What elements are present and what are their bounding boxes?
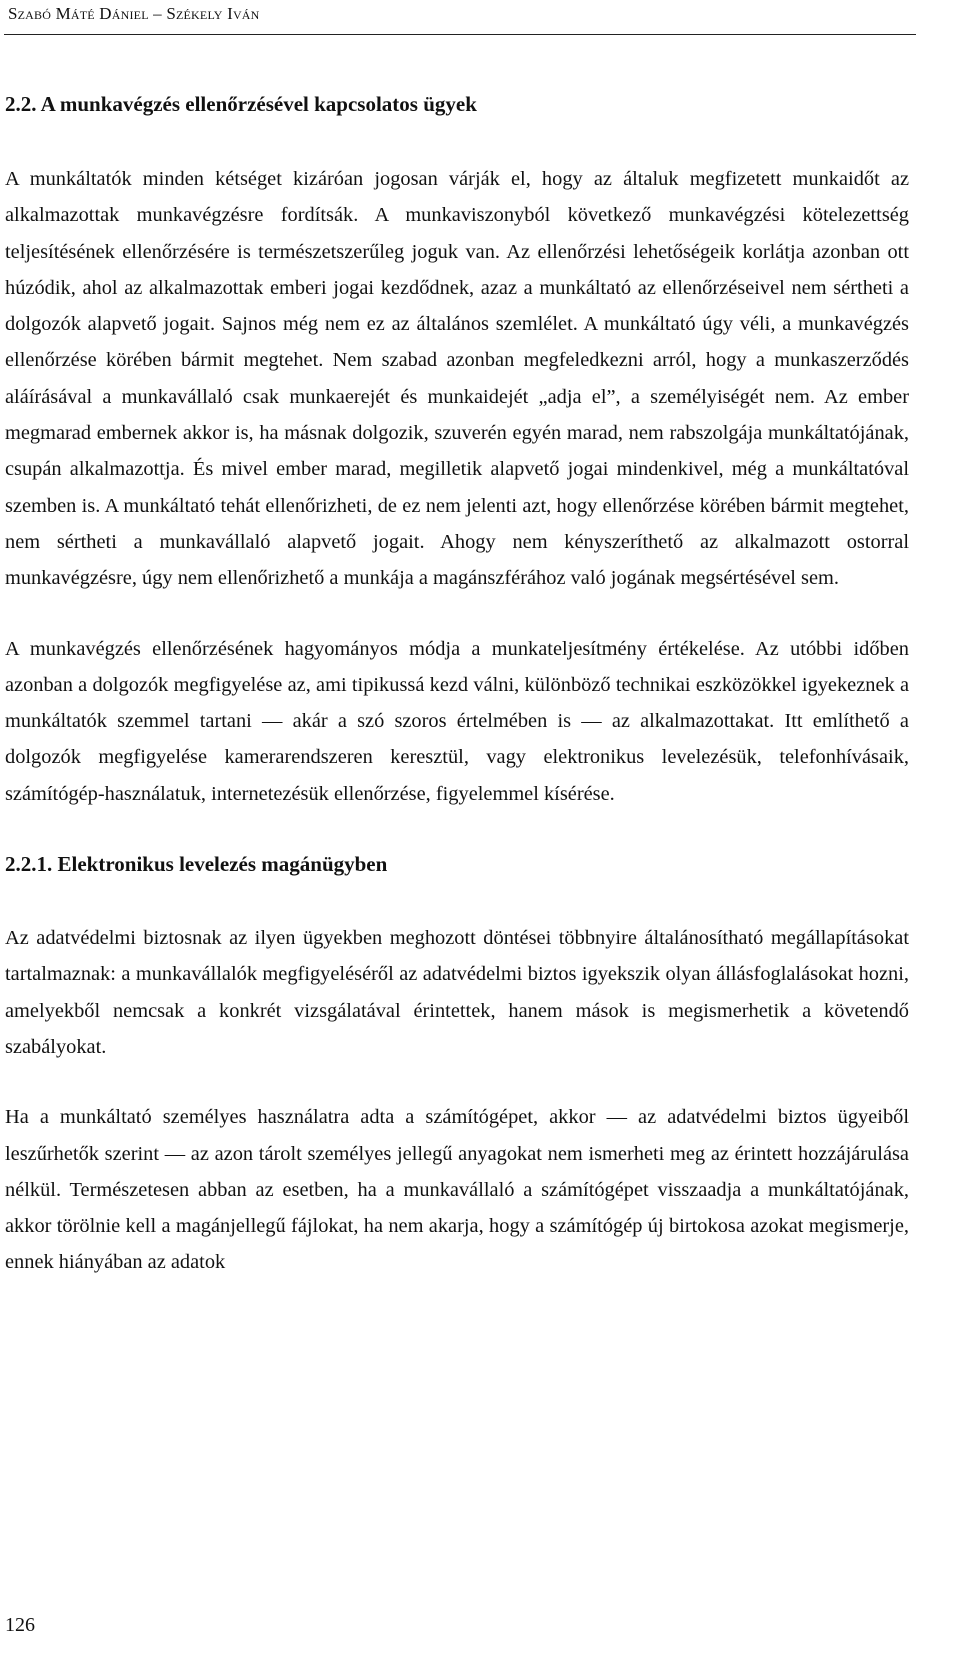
- body-paragraph: A munkáltatók minden kétséget kizáróan jogosan várják el, hogy az általuk megfizetett munkaidőt az alkalmazottak munkavégzésre fordítsák. A munkaviszonyból következő munkavégzési kötelezettség teljesítésének ellenőrzésére is természetszerűleg joguk van. Az ellenőrzési lehetőségeik korlátja azonban ott húzódik, ahol az alkalmazottak emberi jogai kezdődnek, azaz a munkáltató az ellenőrzéseivel nem sértheti a dolgozók alapvető jogait. Sajnos még nem ez az általános szemlélet. A munkáltató úgy véli, a munkavégzés ellenőrzése körében bármit megtehet. Nem szabad azonban megfeledkezni arról, hogy a munkaszerződés aláírásával a munkavállaló csak munkaerejét és munkaidejét „adja el”, a személyiségét nem. Az ember megmarad embernek akkor is, ha másnak dolgozik, szuverén egyén marad, nem rabszolgája munkáltatójának, csupán alkalmazottja. És mivel ember marad, megilletik alapvető jogai mindenkivel, még a munkáltatóval szemben is. A munkáltató tehát ellenőrizheti, de ez nem jelenti azt, hogy ellenőrzése körében bármit megtehet, nem sértheti a munkavállaló alapvető jogait. Ahogy nem kényszeríthető az alkalmazott ostorral munkavégzésre, úgy nem ellenőrizhető a munkája a magánszférához való jogának megsértésével sem.: [5, 168, 909, 590]
- body-paragraph: Az adatvédelmi biztosnak az ilyen ügyekben meghozott döntései többnyire általánosítható megállapításokat tartalmaznak: a munkavállalók megfigyeléséről az adatvédelmi biztos igyekszik olyan állásfoglalásokat hozni, amelyekből nemcsak a konkrét vizsgálatával érintettek, hanem mások is megismerhetik a követendő szabályokat.: [5, 927, 909, 1058]
- running-head: Szabó Máté Dániel – Székely Iván: [8, 4, 260, 23]
- section-heading: 2.2. A munkavégzés ellenőrzésével kapcsolatos ügyek: [5, 92, 477, 116]
- text-column: [5, 86, 909, 1281]
- subsection-heading: 2.2.1. Elektronikus levelezés magánügyben: [5, 852, 388, 877]
- body-paragraph: Ha a munkáltató személyes használatra adta a számítógépet, akkor — az adatvédelmi biztos ügyeiből leszűrhetők szerint — az azon tárolt személyes jellegű anyagokat nem ismerheti meg az érintett hozzájárulása nélkül. Természetesen abban az esetben, ha a munkavállaló a számítógépet visszaadja a munkáltatójának, akkor törölnie kell a magánjellegű fájlokat, ha nem akarja, hogy a számítógép új birtokosa azokat megismerje, ennek hiányában az adatok: [5, 1106, 909, 1274]
- header-divider: [4, 34, 916, 35]
- body-paragraph: A munkavégzés ellenőrzésének hagyományos módja a munkateljesítmény értékelése. Az utóbbi időben azonban a dolgozók megfigyelése az, ami tipikussá kezd válni, különböző technikai eszközökkel igyekeznek a munkáltatók szemmel tartani — akár a szó szoros értelmében is — az alkalmazottakat. Itt említhető a dolgozók megfigyelése kamerarendszeren keresztül, vagy elektronikus levelezésük, telefonhívásaik, számítógép-használatuk, internetezésük ellenőrzése, figyelemmel kísérése.: [5, 637, 909, 805]
- page-number: 126: [5, 1614, 35, 1636]
